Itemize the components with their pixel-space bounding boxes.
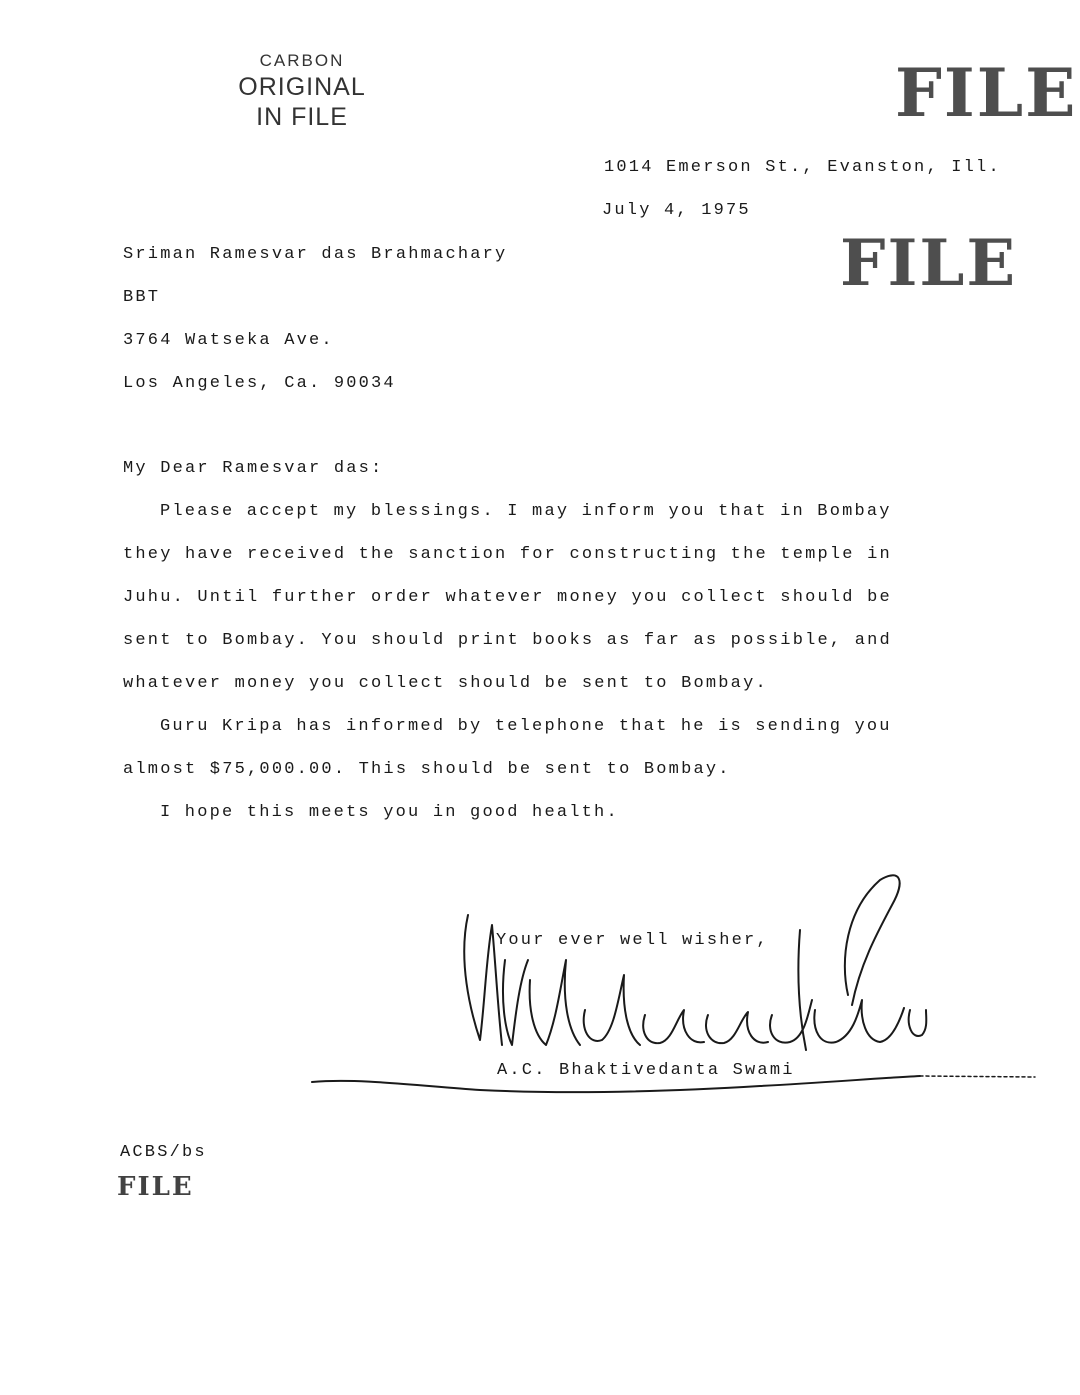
recipient-street: 3764 Watseka Ave. bbox=[123, 331, 334, 350]
file-stamp-middle: FILE bbox=[840, 226, 1018, 301]
recipient-org: BBT bbox=[123, 288, 161, 307]
body-line: Guru Kripa has informed by telephone that he is sending you bbox=[160, 717, 892, 736]
body-line: almost $75,000.00. This should be sent to Bombay. bbox=[123, 760, 731, 779]
in-file-stamp-line: IN FILE bbox=[256, 103, 348, 131]
file-stamp-top: FILE bbox=[895, 54, 1078, 132]
body-line: I hope this meets you in good health. bbox=[160, 803, 619, 822]
letter-date: July 4, 1975 bbox=[602, 201, 751, 220]
file-stamp-bottom: FILE bbox=[117, 1172, 194, 1202]
signatory-name: A.C. Bhaktivedanta Swami bbox=[497, 1061, 795, 1080]
recipient-city: Los Angeles, Ca. 90034 bbox=[123, 374, 396, 393]
sender-address: 1014 Emerson St., Evanston, Ill. bbox=[604, 158, 1001, 177]
typist-initials: ACBS/bs bbox=[120, 1143, 207, 1162]
body-line: Juhu. Until further order whatever money you collect should be bbox=[123, 588, 892, 607]
salutation: My Dear Ramesvar das: bbox=[123, 459, 384, 478]
recipient-name: Sriman Ramesvar das Brahmachary bbox=[123, 245, 508, 264]
carbon-stamp-line: CARBON bbox=[259, 51, 345, 70]
body-line: whatever money you collect should be sent to Bombay. bbox=[123, 674, 768, 693]
body-line: sent to Bombay. You should print books as far as possible, and bbox=[123, 631, 892, 650]
body-line: Please accept my blessings. I may inform you that in Bombay bbox=[160, 502, 892, 521]
original-stamp-line: ORIGINAL bbox=[238, 73, 366, 101]
closing: Your ever well wisher, bbox=[496, 931, 769, 950]
body-line: they have received the sanction for constructing the temple in bbox=[123, 545, 892, 564]
